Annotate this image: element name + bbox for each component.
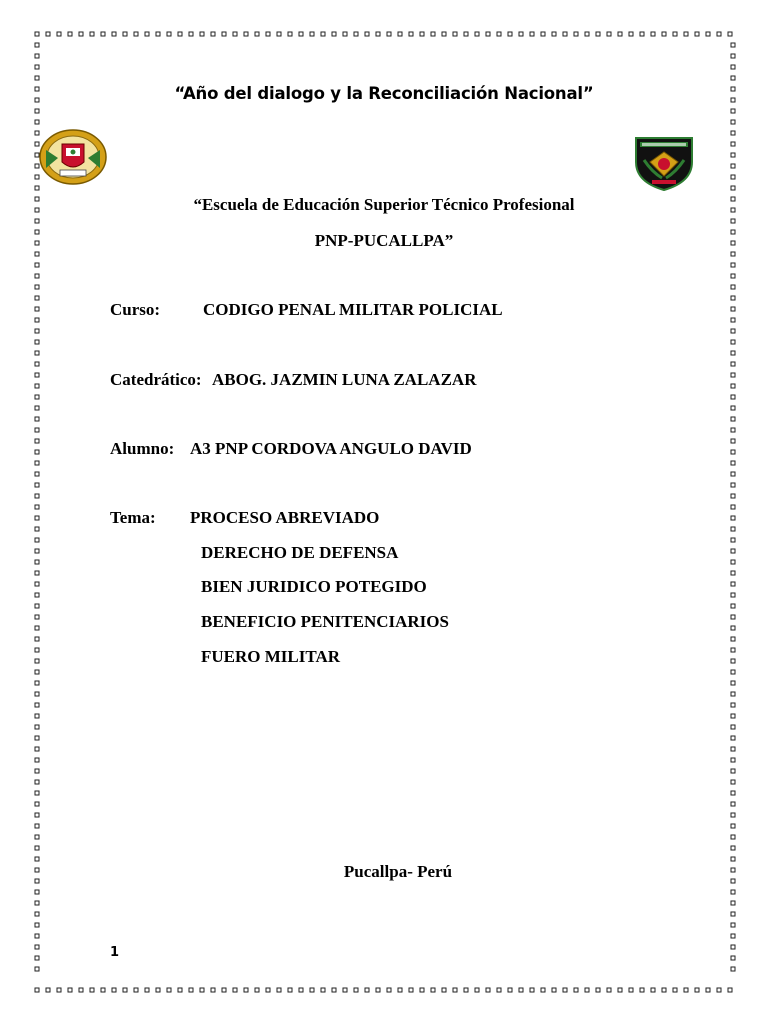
professor-value: ABOG. JAZMIN LUNA ZALAZAR [212, 370, 477, 389]
course-label: Curso: [110, 300, 161, 319]
school-name-line2: PNP-PUCALLPA” [314, 231, 454, 250]
topic-item: PROCESO ABREVIADO [190, 508, 380, 527]
topics-label: Tema: [110, 508, 156, 527]
topic-item: BIEN JURIDICO POTEGIDO [201, 577, 427, 596]
topic-item: BENEFICIO PENITENCIARIOS [201, 612, 449, 631]
page-number: 1 [110, 945, 120, 960]
police-crest-icon [38, 128, 108, 186]
topic-item: FUERO MILITAR [201, 647, 340, 666]
school-name-line1: “Escuela de Educación Superior Técnico Profesional [193, 195, 575, 214]
topic-item: DERECHO DE DEFENSA [201, 543, 399, 562]
year-title: “Año del dialogo y la Reconciliación Nacional” [174, 84, 594, 103]
student-label: Alumno: [110, 439, 175, 458]
city-footer: Pucallpa- Perú [343, 862, 453, 881]
course-value: CODIGO PENAL MILITAR POLICIAL [203, 300, 503, 319]
professor-label: Catedrático: [110, 370, 202, 389]
school-shield-icon [632, 132, 696, 192]
student-value: A3 PNP CORDOVA ANGULO DAVID [190, 439, 472, 458]
